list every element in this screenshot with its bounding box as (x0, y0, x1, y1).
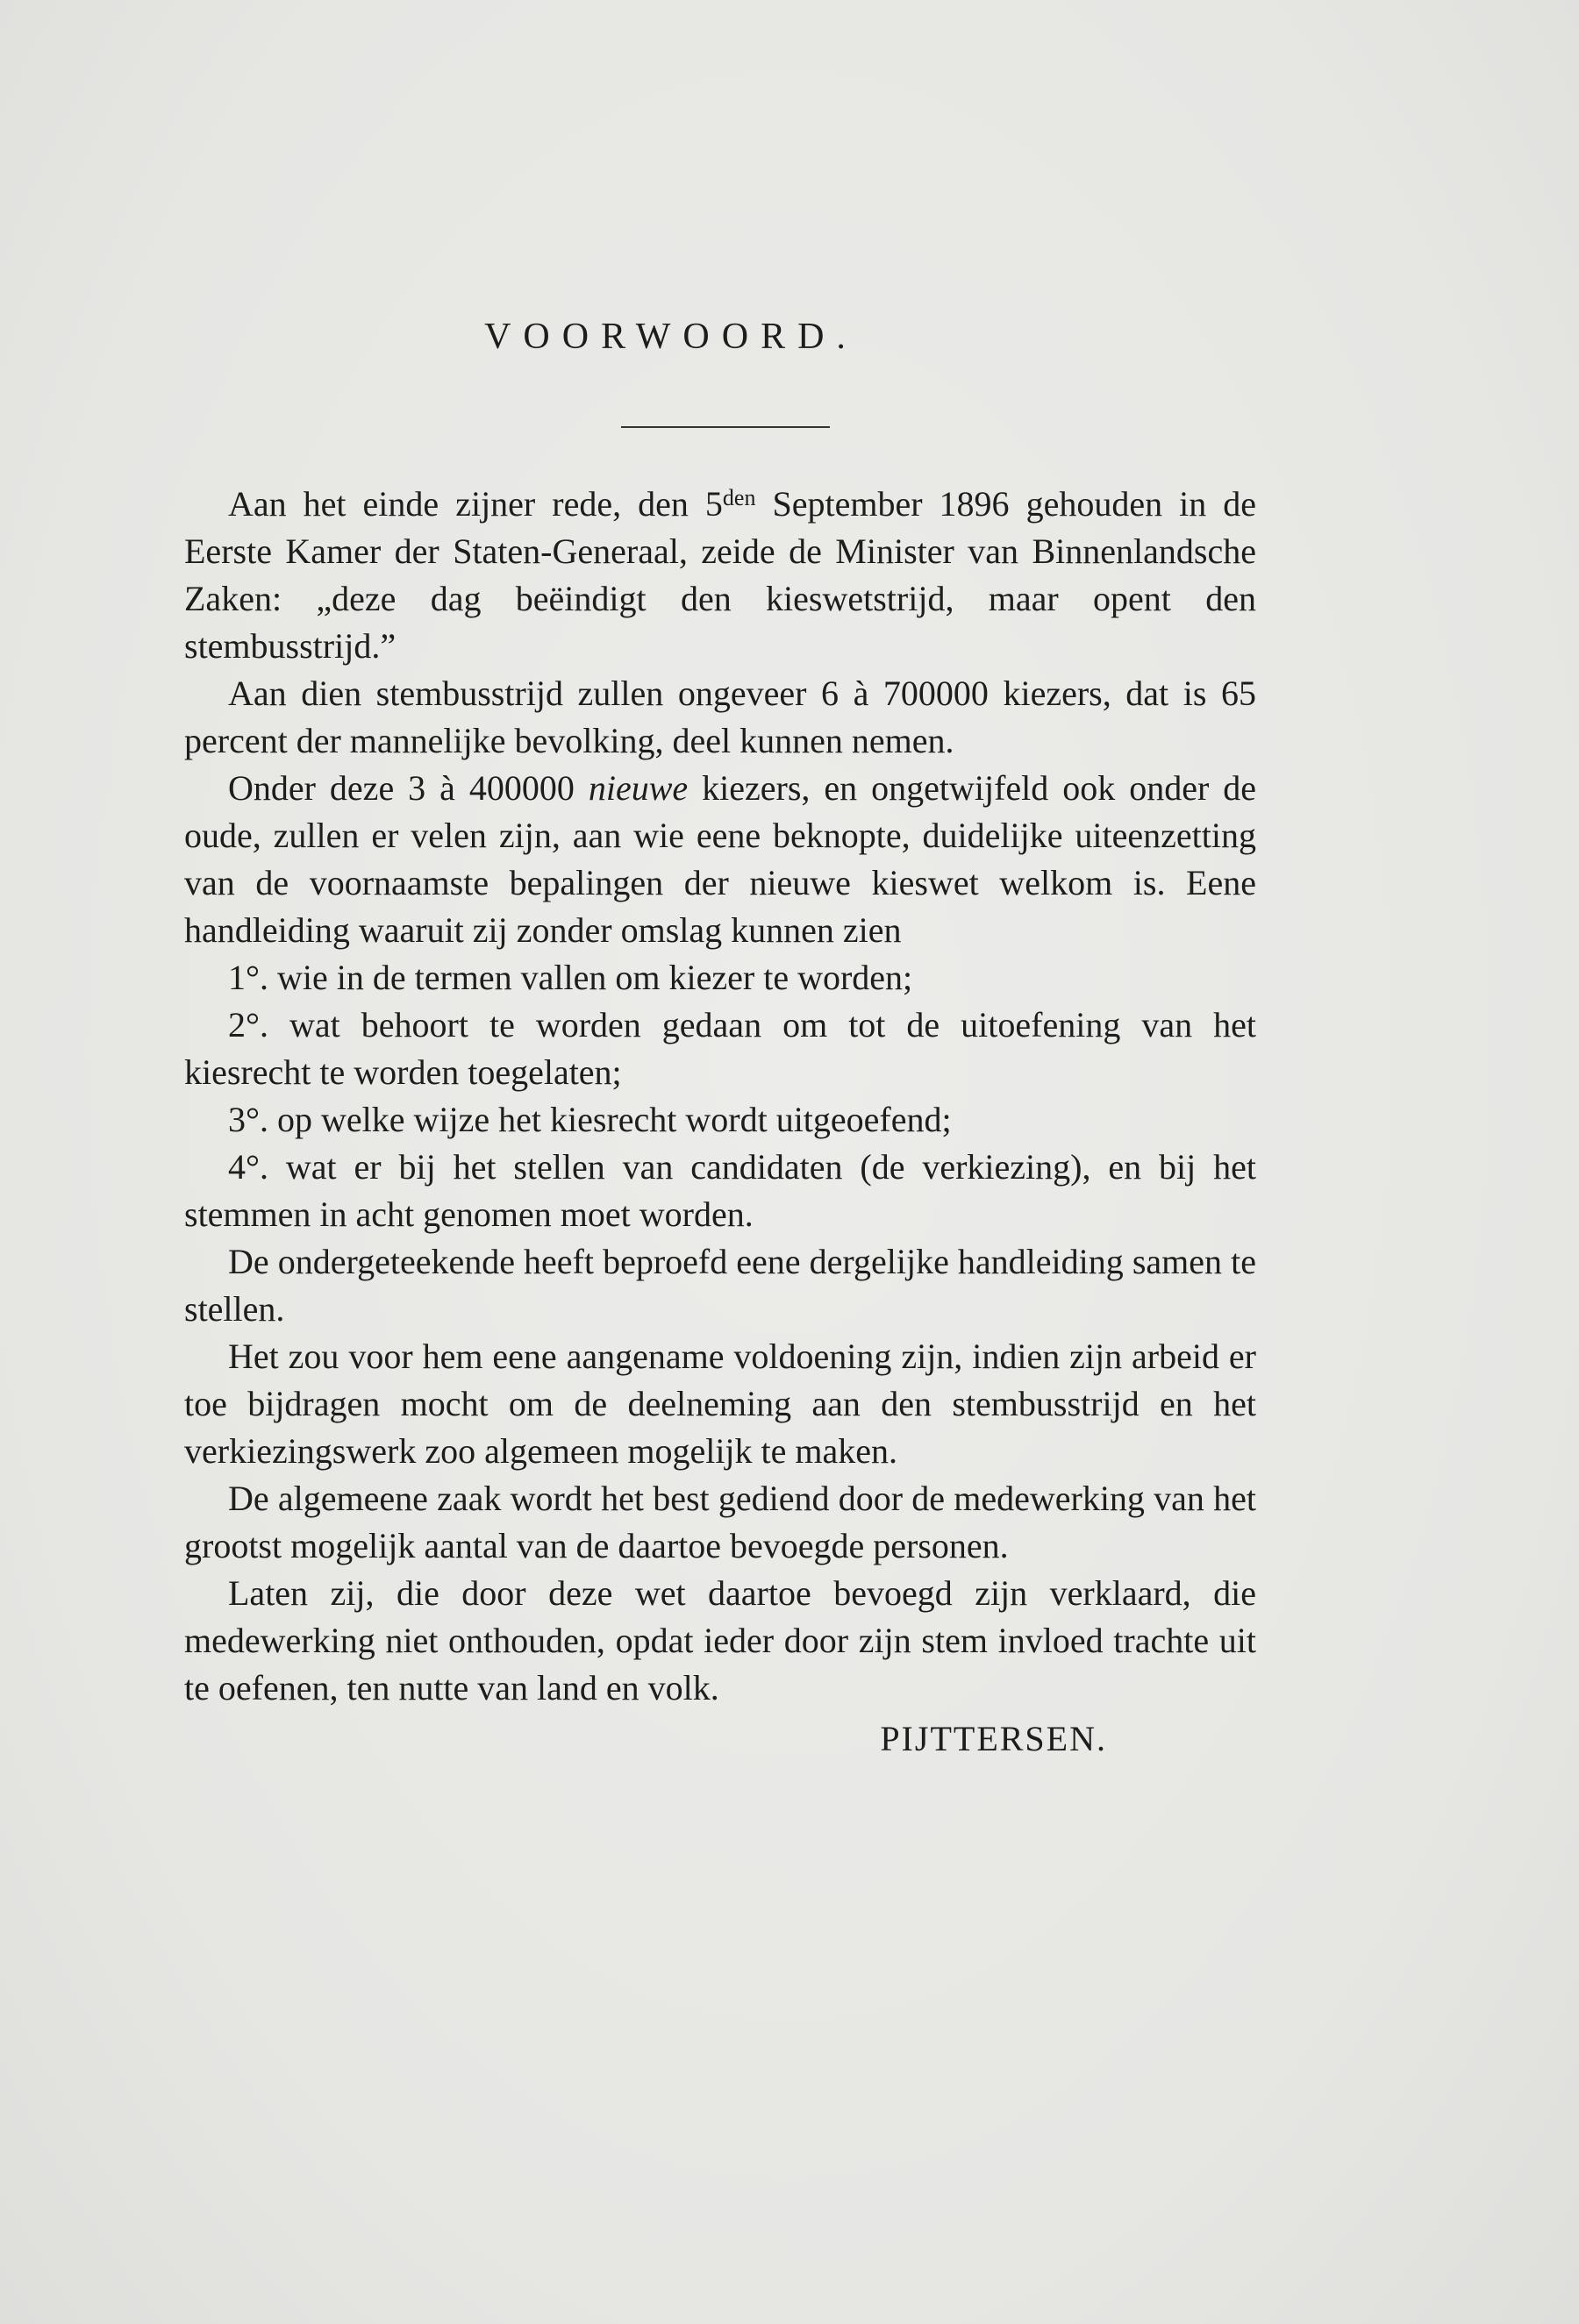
paragraph-1-part-a: Aan het einde zijner rede, den 5 (228, 484, 723, 524)
list-item-3: 3°. op welke wijze het kiesrecht wordt uitgeoefend; (228, 1100, 952, 1139)
paragraph-4: De ondergeteekende heeft beproefd eene dergelijke handleiding samen te stellen. (184, 1242, 1256, 1329)
list-item-2: 2°. wat behoort te worden gedaan om tot de uitoefening van het kiesrecht te worden toegelaten; (184, 1005, 1256, 1092)
paragraph-3-part-b: kiezers, en ongetwijfeld ook onder de oude, zullen er velen zijn, aan wie eene beknopte, duidelijke uiteenzetting van de voornaamste bepalingen der nieuwe kieswet welkom is. Eene handleiding waaruit zij zonder omslag kunnen zien (184, 768, 1256, 950)
paragraph-6: De algemeene zaak wordt het best gediend door de medewerking van het grootst mogelijk aantal van de daartoe bevoegde personen. (184, 1479, 1256, 1565)
title-divider (621, 426, 830, 428)
paragraph-1-part-b: September 1896 gehouden in de Eerste Kamer der Staten-Generaal, zeide de Minister van Binnenlandsche Zaken: „deze dag beëindigt den kieswetstrijd, maar opent den stembusstrijd.” (184, 484, 1256, 666)
paragraph-1-superscript: den (722, 485, 756, 510)
paragraph-2: Aan dien stembusstrijd zullen ongeveer 6 à 700000 kiezers, dat is 65 percent der mannelijke bevolking, deel kunnen nemen. (184, 674, 1256, 760)
paragraph-7: Laten zij, die door deze wet daartoe bevoegd zijn verklaard, die medewerking niet onthouden, opdat ieder door zijn stem invloed trachte uit te oefenen, ten nutte van land en volk. (184, 1573, 1256, 1707)
page-title: VOORWOORD. (484, 317, 858, 357)
paragraph-1 (184, 481, 1256, 670)
list-item-1: 1°. wie in de termen vallen om kiezer te worden; (228, 958, 913, 997)
paragraph-3-italic-word: nieuwe (588, 768, 689, 808)
paragraph-3-part-a: Onder deze 3 à 400000 (228, 768, 589, 808)
paragraph-5: Het zou voor hem eene aangename voldoening zijn, indien zijn arbeid er toe bijdragen mocht om de deelneming aan den stembusstrijd en het verkiezingswerk zoo algemeen mogelijk te maken. (184, 1337, 1256, 1471)
author-signature: PIJTTERSEN. (880, 1719, 1107, 1758)
paragraph-3 (184, 765, 1256, 954)
preface-text (184, 481, 1256, 1763)
list-item-4: 4°. wat er bij het stellen van candidaten (de verkiezing), en bij het stemmen in acht genomen moet worden. (184, 1147, 1256, 1234)
